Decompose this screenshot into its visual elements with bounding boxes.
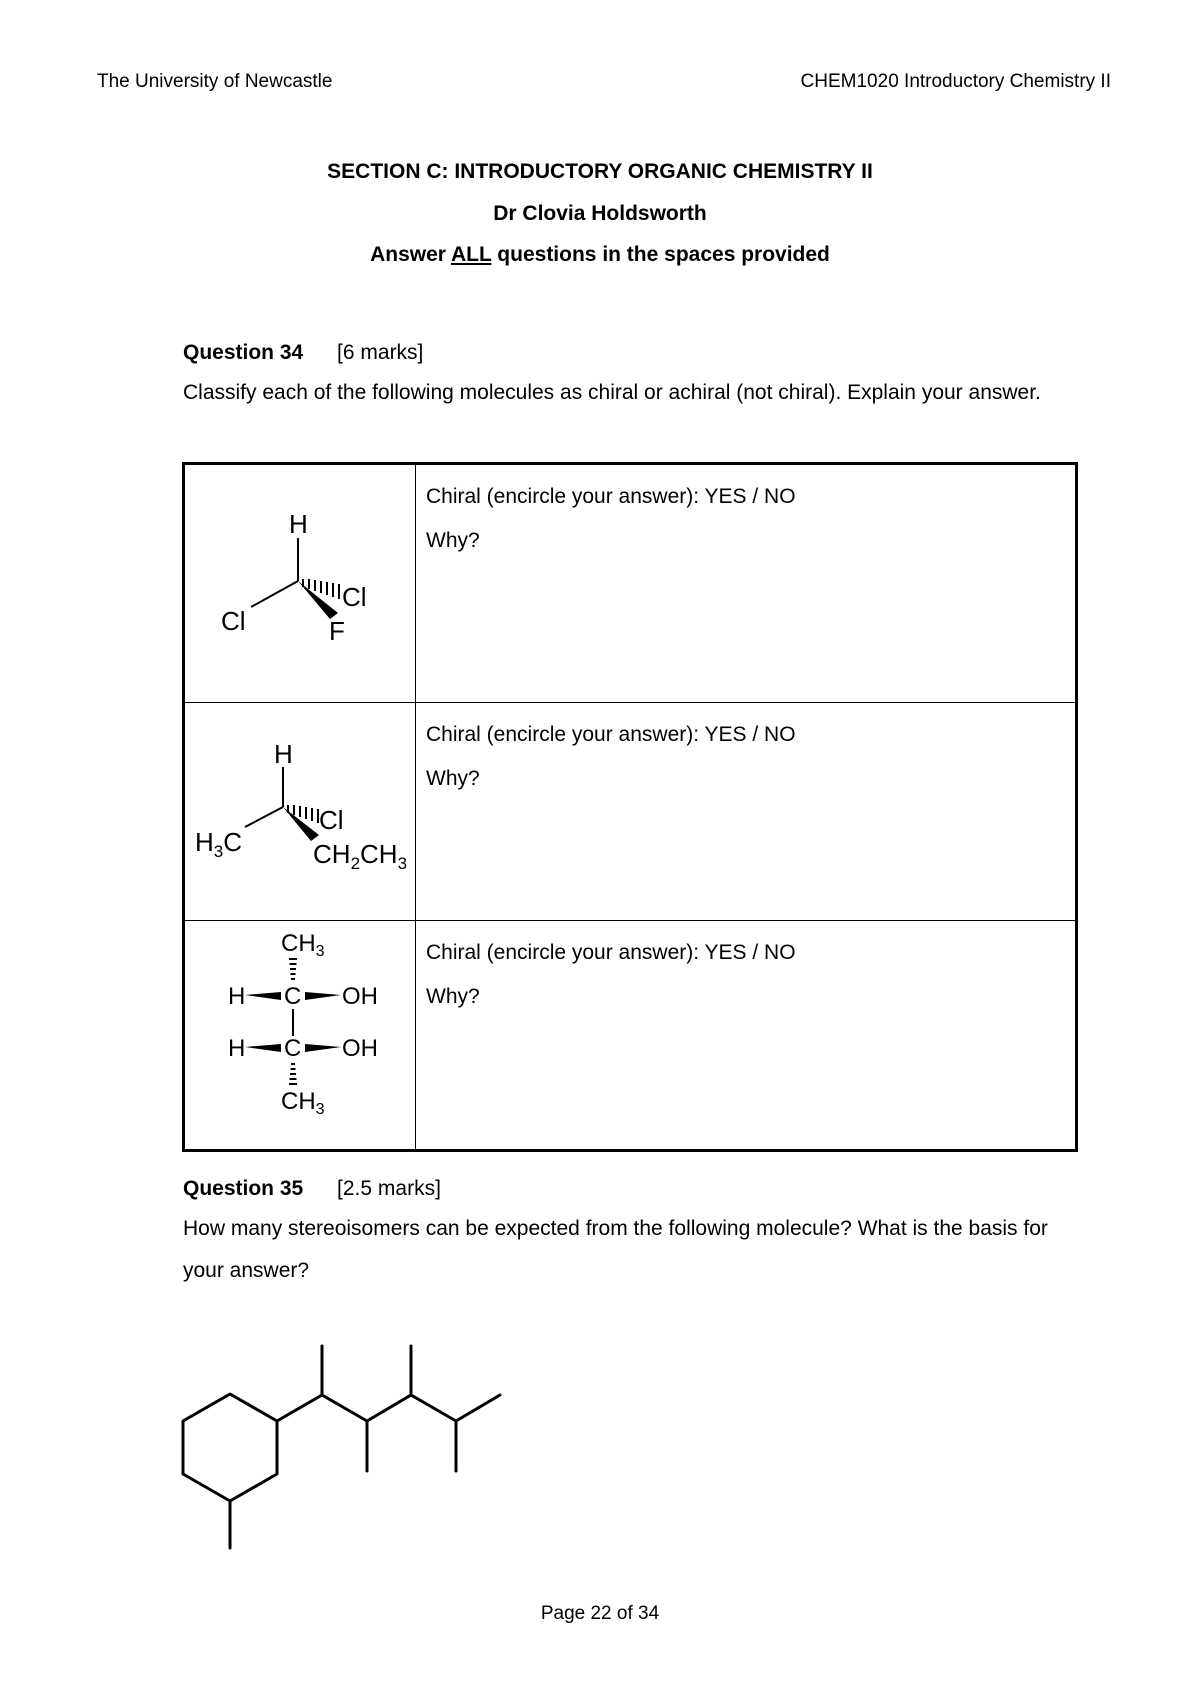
molecule-1-structure xyxy=(185,465,415,692)
mol3-c2: C xyxy=(284,1035,302,1062)
mol2-h3c: $H_3C$ xyxy=(195,827,243,861)
why-prompt: Why? xyxy=(426,985,480,1008)
molecule-2-structure xyxy=(185,703,415,910)
q35-molecule-structure xyxy=(170,1330,510,1560)
section-instruction xyxy=(0,243,1200,267)
molecule-cell xyxy=(184,921,416,1151)
page-number: Page 22 of 34 xyxy=(540,1603,660,1624)
chiral-prompt: Chiral (encircle your answer): YES / NO xyxy=(426,485,796,508)
mol3-h1: H xyxy=(228,983,246,1010)
chiral-prompt: Chiral (encircle your answer): YES / NO xyxy=(426,941,796,964)
header-institution: The University of Newcastle xyxy=(97,71,333,92)
mol2-cl: Cl xyxy=(319,805,344,835)
answer-cell[interactable] xyxy=(416,464,1077,703)
answer-cell[interactable] xyxy=(416,921,1077,1151)
mol2-h: H xyxy=(274,739,293,769)
mol3-c1: C xyxy=(284,983,302,1010)
q34-label: Question 34 xyxy=(183,341,304,364)
molecule-cell xyxy=(184,464,416,703)
instruction-post: questions in the spaces provided xyxy=(491,243,830,266)
mol3-ch3-bottom: $CH_3$ xyxy=(281,1088,325,1118)
molecule-3-structure xyxy=(185,921,415,1139)
mol3-oh1: OH xyxy=(342,983,378,1010)
table-row xyxy=(184,921,1077,1151)
mol1-cl-left: Cl xyxy=(221,606,246,636)
chiral-prompt: Chiral (encircle your answer): YES / NO xyxy=(426,723,796,746)
mol2-ethyl: $CH_2CH_3$ xyxy=(313,839,408,873)
q34-table xyxy=(182,462,1078,1152)
q35-heading xyxy=(183,1177,441,1201)
mol3-oh2: OH xyxy=(342,1035,378,1062)
section-title: SECTION C: INTRODUCTORY ORGANIC CHEMISTRY II xyxy=(327,160,873,183)
answer-cell[interactable] xyxy=(416,703,1077,921)
q35-text: How many stereoisomers can be expected from the following molecule? What is the basis for your answer? xyxy=(183,1217,1048,1282)
q34-text: Classify each of the following molecules as chiral or achiral (not chiral). Explain your answer. xyxy=(183,381,1041,404)
why-prompt: Why? xyxy=(426,529,480,552)
instruction-emphasis: ALL xyxy=(451,243,492,266)
q35-label: Question 35 xyxy=(183,1177,304,1200)
q35-marks: [2.5 marks] xyxy=(337,1177,441,1200)
molecule-cell xyxy=(184,703,416,921)
q34-marks: [6 marks] xyxy=(337,341,424,364)
mol3-ch3-top: $CH_3$ xyxy=(281,930,325,960)
instruction-pre: Answer xyxy=(370,243,452,266)
header-course: CHEM1020 Introductory Chemistry II xyxy=(800,71,1111,92)
section-author: Dr Clovia Holdsworth xyxy=(493,202,707,225)
table-row xyxy=(184,703,1077,921)
q34-heading xyxy=(183,341,423,365)
mol1-f: F xyxy=(329,616,345,646)
why-prompt: Why? xyxy=(426,767,480,790)
mol1-h: H xyxy=(289,509,308,539)
table-row xyxy=(184,464,1077,703)
mol1-cl-right: Cl xyxy=(342,582,367,612)
mol3-h2: H xyxy=(228,1035,246,1062)
